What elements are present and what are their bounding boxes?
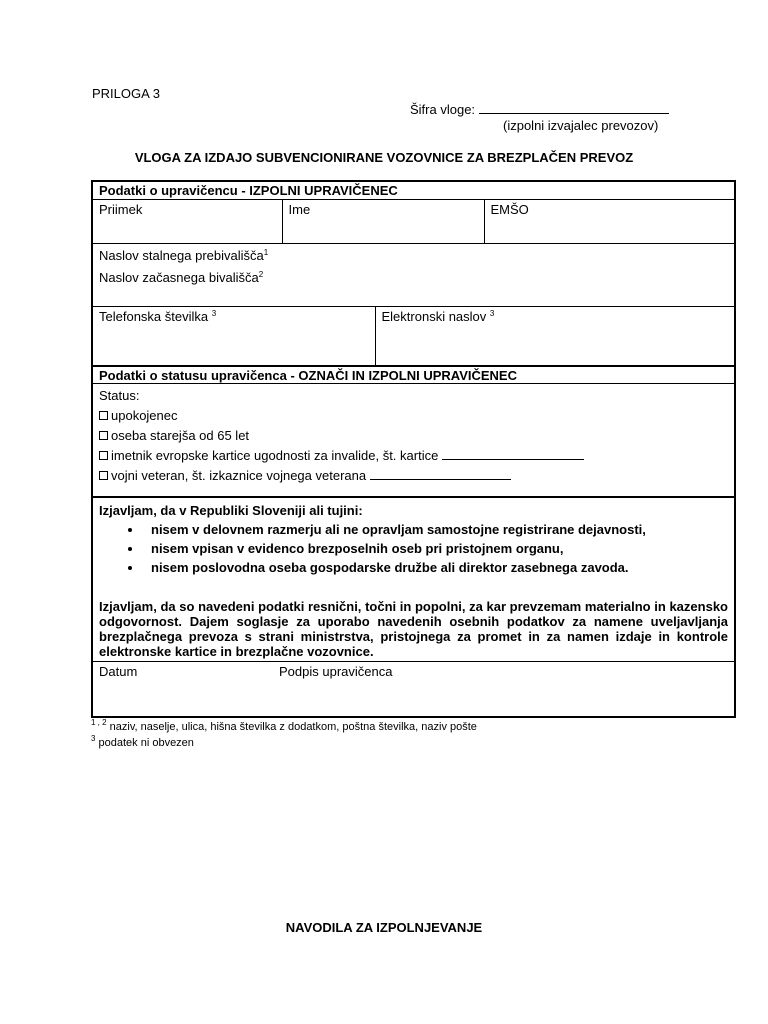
- footnote-2-mark: 3: [91, 734, 96, 743]
- application-code-field[interactable]: [479, 101, 669, 114]
- status-section-heading: Podatki o statusu upravičenca - OZNAČI IN IZPOLNI UPRAVIČENEC: [92, 366, 735, 384]
- checkbox-icon[interactable]: [99, 471, 108, 480]
- surname-label: Priimek: [99, 201, 143, 217]
- phone-field[interactable]: [92, 306, 375, 366]
- checkbox-icon[interactable]: [99, 451, 108, 460]
- name-label: Ime: [288, 201, 311, 217]
- declaration-paragraph: Izjavljam, da so navedeni podatki resnični, točni in popolni, za kar prevzemam materialno in kazensko odgovornost. Dajem soglasje za uporabo navedenih osebnih podatkov za namene uveljavljanja brezplačnega prevoza s strani ministrstva, pristojnega za promet in za namen izdaje in kontrole elektronske kartice in brezplačne vozovnice.: [99, 598, 728, 659]
- signature-label: Podpis upravičenca: [279, 663, 393, 679]
- email-field[interactable]: [375, 306, 735, 366]
- checkbox-icon[interactable]: [99, 411, 108, 420]
- declaration-intro: Izjavljam, da v Republiki Sloveniji ali tujini:: [99, 502, 363, 518]
- footnote-1: [91, 718, 477, 733]
- footnote-1-marks: 1 , 2: [91, 718, 107, 727]
- status-option-disability-card[interactable]: imetnik evropske kartice ugodnosti za invalide, št. kartice: [99, 446, 728, 466]
- footnote-ref-3-email: 3: [489, 308, 495, 318]
- declaration-bullets: [99, 520, 728, 577]
- name-field[interactable]: [282, 199, 484, 243]
- temporary-address-label: Naslov začasnega bivališča: [99, 269, 259, 285]
- surname-field[interactable]: [92, 199, 282, 243]
- permanent-address-label: Naslov stalnega prebivališča: [99, 247, 264, 263]
- declaration-block: [92, 497, 735, 662]
- footnote-ref-3-phone: 3: [211, 308, 217, 318]
- emso-label: EMŠO: [490, 201, 529, 217]
- instructions-heading: NAVODILA ZA IZPOLNJEVANJE: [285, 920, 483, 935]
- footnote-2-text: podatek ni obvezen: [98, 737, 194, 749]
- email-label: Elektronski naslov: [381, 308, 487, 324]
- form-title: VLOGA ZA IZDAJO SUBVENCIONIRANE VOZOVNICE ZA BREZPLAČEN PREVOZ: [134, 150, 634, 165]
- application-code-line: [410, 101, 669, 117]
- veteran-id-number-field[interactable]: [370, 468, 511, 480]
- application-code-label: Šifra vloge:: [410, 102, 476, 117]
- footnote-ref-1: 1: [263, 247, 269, 257]
- footnote-ref-2: 2: [258, 269, 264, 279]
- address-field[interactable]: [92, 243, 735, 306]
- application-form: [91, 180, 736, 718]
- annex-label: PRILOGA 3: [92, 86, 160, 101]
- declaration-bullet: • nisem v delovnem razmerju ali ne opravljam samostojne registrirane dejavnosti,: [143, 520, 728, 539]
- status-options: [92, 384, 735, 497]
- declaration-bullet: • nisem poslovodna oseba gospodarske družbe ali direktor zasebnega zavoda.: [143, 558, 728, 577]
- status-label: Status:: [99, 388, 140, 403]
- footnote-2: [91, 734, 194, 749]
- status-option-over-65[interactable]: oseba starejša od 65 let: [99, 426, 728, 446]
- applicant-section-heading: Podatki o upravičencu - IZPOLNI UPRAVIČENEC: [92, 181, 735, 199]
- footnote-1-text: naziv, naselje, ulica, hišna številka z dodatkom, poštna številka, naziv pošte: [109, 721, 477, 733]
- application-code-note: (izpolni izvajalec prevozov): [503, 118, 659, 133]
- phone-label: Telefonska številka: [99, 308, 209, 324]
- disability-card-number-field[interactable]: [442, 448, 584, 460]
- status-option-retiree[interactable]: upokojenec: [99, 406, 728, 426]
- emso-field[interactable]: [484, 199, 735, 243]
- date-label: Datum: [99, 663, 138, 679]
- checkbox-icon[interactable]: [99, 431, 108, 440]
- status-option-war-veteran[interactable]: vojni veteran, št. izkaznice vojnega veterana: [99, 466, 728, 486]
- signature-row: [92, 661, 735, 717]
- declaration-bullet: • nisem vpisan v evidenco brezposelnih oseb pri pristojnem organu,: [143, 539, 728, 558]
